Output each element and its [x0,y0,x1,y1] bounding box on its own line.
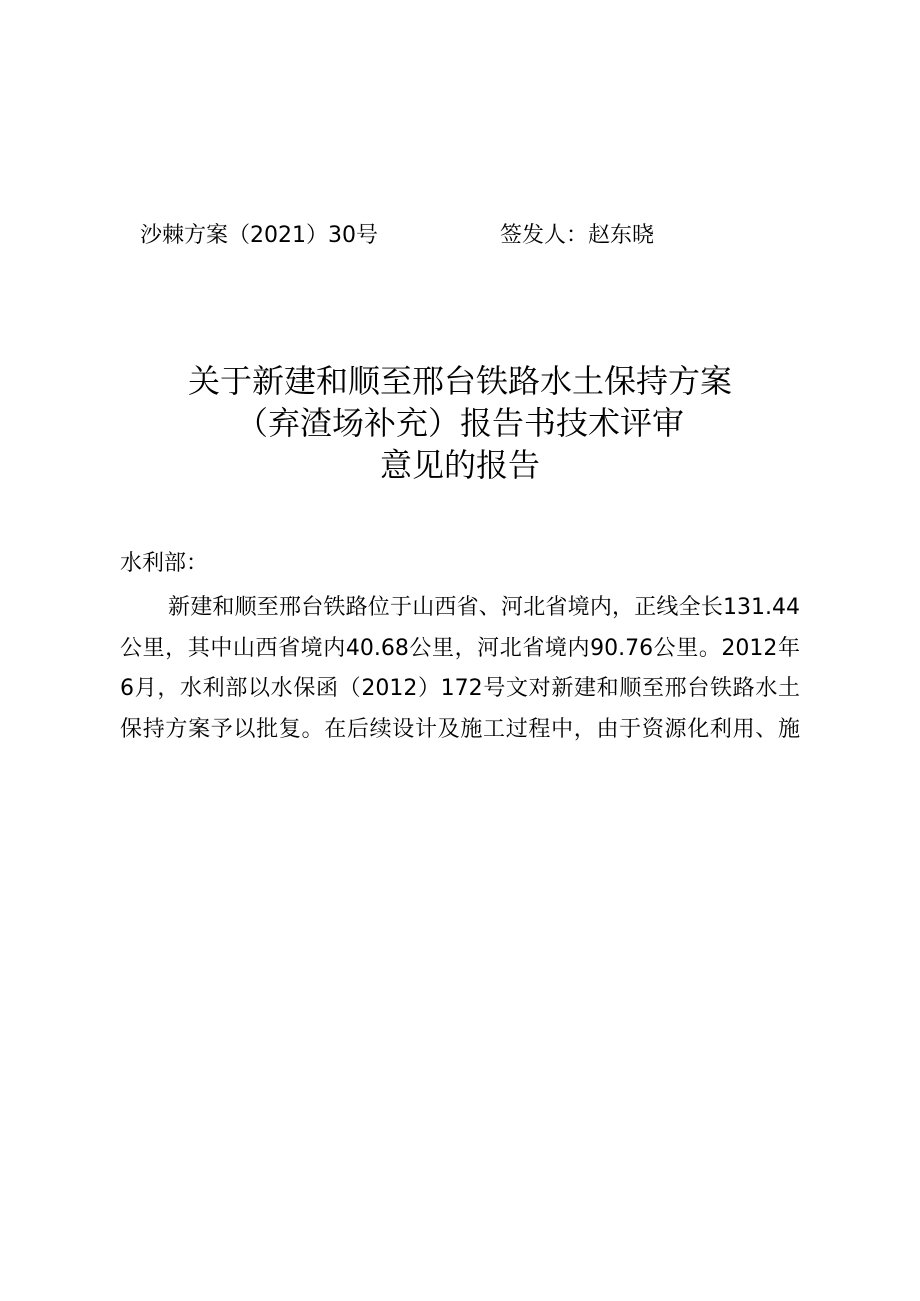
title-line-3: 意见的报告 [379,446,540,484]
body-paragraph [120,588,800,750]
document-number: 沙棘方案（2021）30号 [140,223,378,248]
salutation: 水利部： [120,551,209,576]
title-line-1: 关于新建和顺至邢台铁路水土保持方案 [187,362,732,400]
paragraph-line-1: 新建和顺至邢台铁路位于山西省、河北省境内，正线全长131.44 [168,595,800,620]
paragraph-line-4: 保持方案予以批复。在后续设计及施工过程中，由于资源化利用、施 [120,716,800,742]
title-line-2: （弃渣场补充）报告书技术评审 [235,404,684,442]
signer: 签发人：赵东晓 [500,223,655,248]
paragraph-line-2: 公里，其中山西省境内40.68公里，河北省境内90.76公里。2012年 [120,635,800,661]
paragraph-line-3: 6月，水利部以水保函（2012）172号文对新建和顺至邢台铁路水土 [120,676,800,701]
document-title [0,360,920,486]
